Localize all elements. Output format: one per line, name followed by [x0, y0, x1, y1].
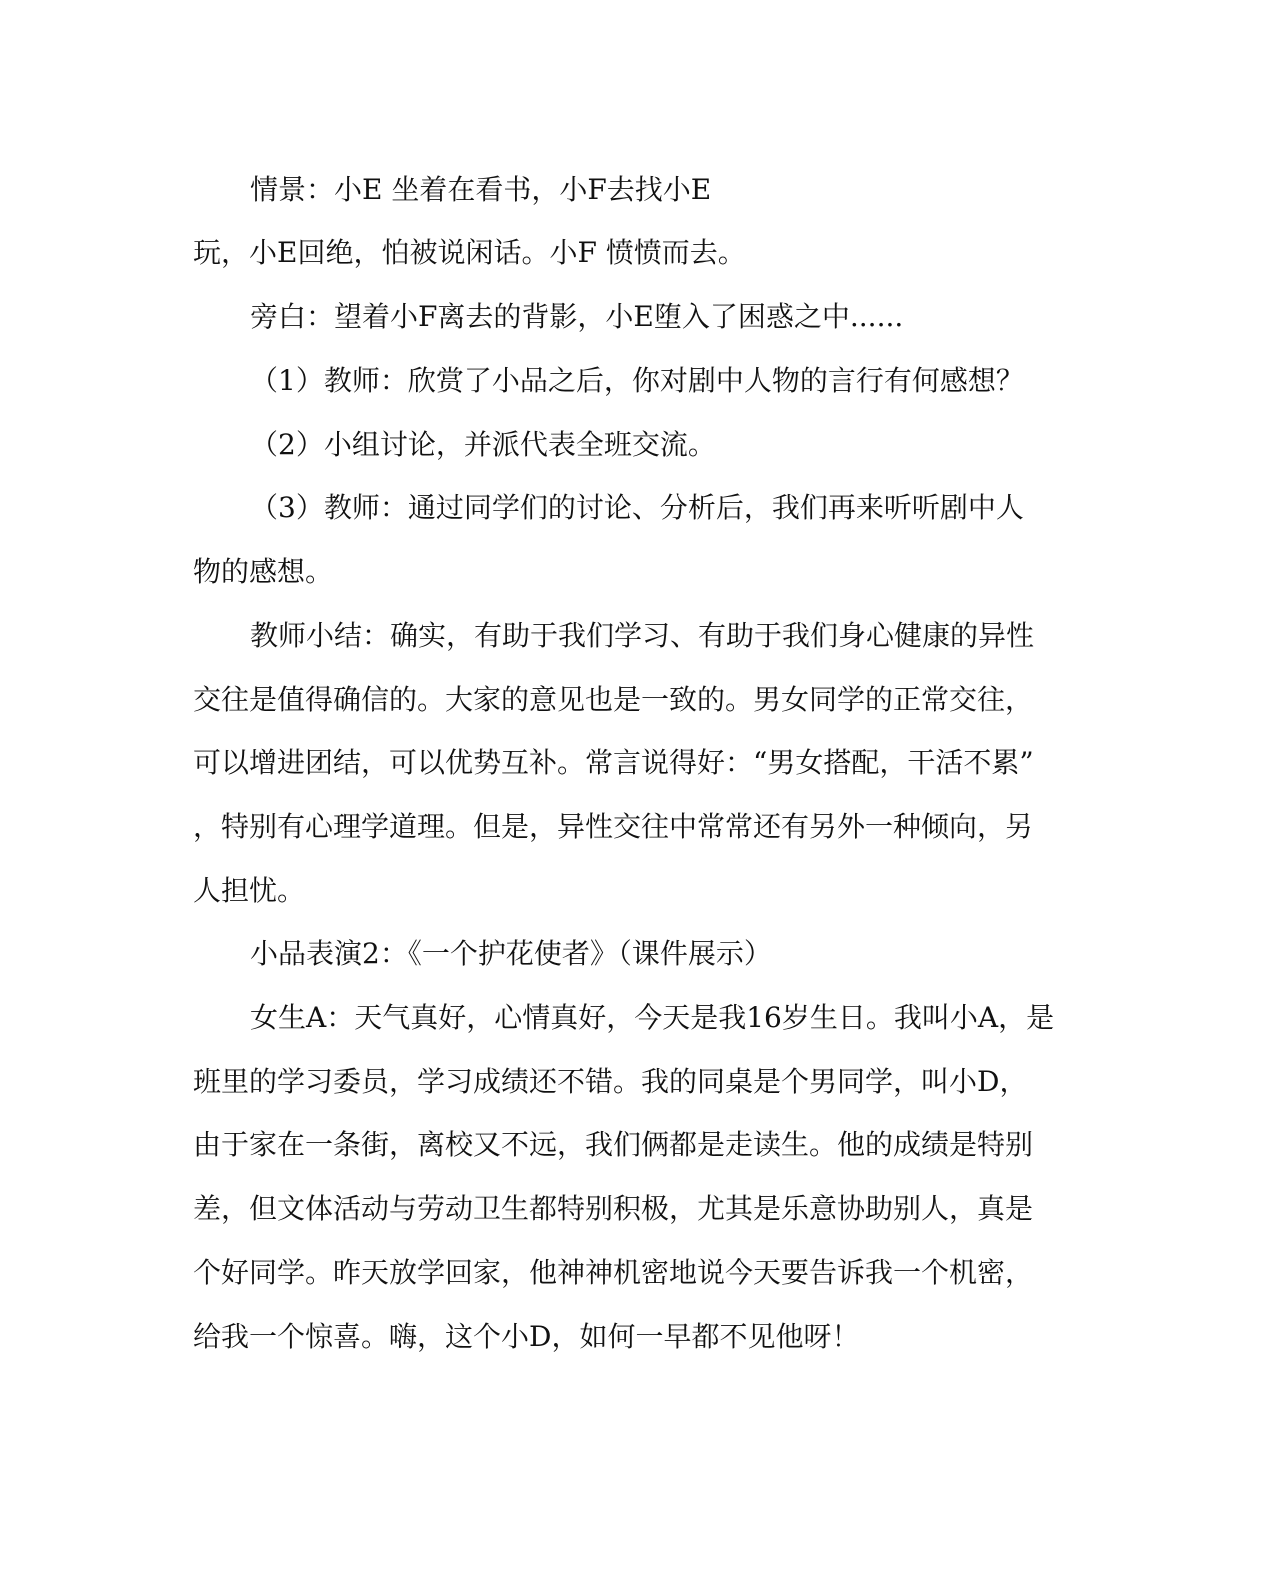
text-line: 教师小结：确实，有助于我们学习、有助于我们身心健康的异性	[250, 619, 1035, 652]
text-line: 情景：小E 坐着在看书，小F去找小E	[250, 173, 712, 206]
text-line: 玩，小E回绝，怕被说闲话。小F 愤愤而去。	[193, 236, 746, 269]
text-line: 班里的学习委员，学习成绩还不错。我的同桌是个男同学，叫小D，	[193, 1065, 1028, 1098]
text-line: 给我一个惊喜。嗨，这个小D，如何一早都不见他呀！	[193, 1320, 860, 1353]
text-line: （3）教师：通过同学们的讨论、分析后，我们再来听听剧中人	[250, 491, 1024, 524]
text-line: ，特别有心理学道理。但是，异性交往中常常还有另外一种倾向，另	[193, 810, 1034, 843]
text-line: 旁白：望着小F离去的背影，小E堕入了困惑之中......	[250, 300, 904, 333]
text-line: 个好同学。昨天放学回家，他神神机密地说今天要告诉我一个机密，	[193, 1256, 1034, 1289]
text-line: （1）教师：欣赏了小品之后，你对剧中人物的言行有何感想？	[250, 364, 1024, 397]
text-line: 由于家在一条街，离校又不远，我们俩都是走读生。他的成绩是特别	[193, 1128, 1034, 1161]
text-line: 小品表演2：《一个护花使者》（课件展示）	[250, 937, 772, 970]
text-line: 交往是值得确信的。大家的意见也是一致的。男女同学的正常交往，	[193, 683, 1034, 716]
text-line: 可以增进团结，可以优势互补。常言说得好：“男女搭配，干活不累”	[193, 746, 1034, 779]
text-line: 差，但文体活动与劳动卫生都特别积极，尤其是乐意协助别人，真是	[193, 1192, 1034, 1225]
text-line: （2）小组讨论，并派代表全班交流。	[250, 428, 716, 461]
text-line: 女生A：天气真好，心情真好，今天是我16岁生日。我叫小A，是	[250, 1001, 1055, 1034]
text-line: 人担忧。	[193, 874, 306, 907]
text-line: 物的感想。	[193, 555, 334, 588]
